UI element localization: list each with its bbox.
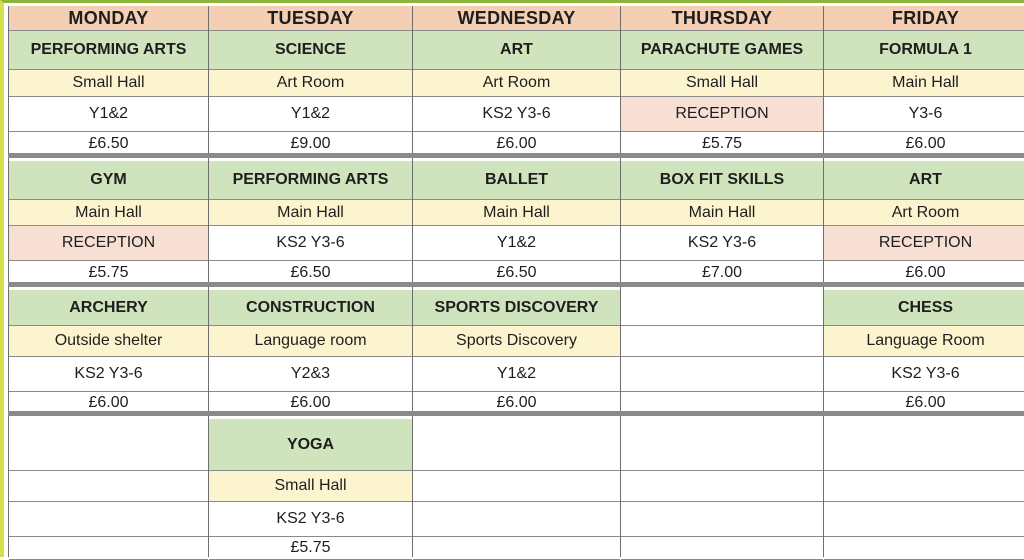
activity-name: PARACHUTE GAMES [621, 31, 823, 70]
day-header: MONDAY [9, 6, 208, 31]
activity-price: £6.00 [413, 132, 620, 156]
empty-slot-row [621, 419, 823, 471]
activity-name: PERFORMING ARTS [9, 31, 208, 70]
activity-name: SCIENCE [209, 31, 412, 70]
activity-year-group: KS2 Y3-6 [413, 97, 620, 132]
day-header: FRIDAY [824, 6, 1024, 31]
activity-location: Main Hall [824, 70, 1024, 97]
activity-price: £9.00 [209, 132, 412, 156]
activity-location: Outside shelter [9, 326, 208, 357]
activity-name: BALLET [413, 161, 620, 200]
activity-name: GYM [9, 161, 208, 200]
empty-slot-row [621, 326, 823, 357]
activity-name: PERFORMING ARTS [209, 161, 412, 200]
activity-location: Small Hall [209, 471, 412, 502]
activity-year-group: KS2 Y3-6 [209, 502, 412, 537]
activity-price: £6.00 [824, 261, 1024, 285]
activity-price: £6.00 [824, 132, 1024, 156]
day-header: WEDNESDAY [413, 6, 620, 31]
activity-name: CONSTRUCTION [209, 290, 412, 326]
activity-price: £6.50 [413, 261, 620, 285]
block-separator [8, 282, 1024, 287]
activity-location: Art Room [413, 70, 620, 97]
activity-name: CHESS [824, 290, 1024, 326]
activity-name: ARCHERY [9, 290, 208, 326]
empty-slot-row [621, 471, 823, 502]
activity-location: Art Room [209, 70, 412, 97]
activity-year-group: Y2&3 [209, 357, 412, 392]
activity-location: Main Hall [9, 200, 208, 226]
activity-name: FORMULA 1 [824, 31, 1024, 70]
block-separator [8, 411, 1024, 416]
activity-price: £5.75 [9, 261, 208, 285]
activity-year-group: Y1&2 [209, 97, 412, 132]
activity-location: Language room [209, 326, 412, 357]
activity-price: £6.00 [209, 392, 412, 414]
activity-price: £6.50 [209, 261, 412, 285]
empty-slot-row [413, 419, 620, 471]
day-header: THURSDAY [621, 6, 823, 31]
empty-slot-row [824, 419, 1024, 471]
activity-price: £6.00 [9, 392, 208, 414]
empty-slot-row [9, 502, 208, 537]
activity-name: ART [413, 31, 620, 70]
activity-price: £5.75 [621, 132, 823, 156]
activity-name: BOX FIT SKILLS [621, 161, 823, 200]
activity-year-group: KS2 Y3-6 [824, 357, 1024, 392]
activity-year-group: RECEPTION [9, 226, 208, 261]
empty-slot-row [621, 290, 823, 326]
empty-slot-row [9, 419, 208, 471]
activity-location: Small Hall [9, 70, 208, 97]
activity-year-group: Y1&2 [413, 226, 620, 261]
activity-price: £7.00 [621, 261, 823, 285]
activity-year-group: Y1&2 [9, 97, 208, 132]
empty-slot-row [621, 502, 823, 537]
activity-year-group: Y3-6 [824, 97, 1024, 132]
activity-year-group: KS2 Y3-6 [621, 226, 823, 261]
activity-price: £6.00 [413, 392, 620, 414]
block-separator [8, 153, 1024, 158]
empty-slot-row [9, 471, 208, 502]
activity-year-group: RECEPTION [621, 97, 823, 132]
activity-year-group: Y1&2 [413, 357, 620, 392]
activity-name: ART [824, 161, 1024, 200]
activity-location: Sports Discovery [413, 326, 620, 357]
empty-slot-row [824, 471, 1024, 502]
activity-name: YOGA [209, 419, 412, 471]
activity-year-group: RECEPTION [824, 226, 1024, 261]
activity-location: Language Room [824, 326, 1024, 357]
empty-slot-row [824, 502, 1024, 537]
empty-slot-row [413, 471, 620, 502]
activity-location: Small Hall [621, 70, 823, 97]
activity-location: Main Hall [413, 200, 620, 226]
empty-slot-row [413, 502, 620, 537]
activity-year-group: KS2 Y3-6 [9, 357, 208, 392]
activity-price: £6.50 [9, 132, 208, 156]
activity-price: £5.75 [209, 537, 412, 560]
activity-location: Main Hall [621, 200, 823, 226]
activity-name: SPORTS DISCOVERY [413, 290, 620, 326]
activity-location: Main Hall [209, 200, 412, 226]
activity-location: Art Room [824, 200, 1024, 226]
day-header: TUESDAY [209, 6, 412, 31]
activity-year-group: KS2 Y3-6 [209, 226, 412, 261]
empty-slot-row [621, 357, 823, 392]
activity-price: £6.00 [824, 392, 1024, 414]
